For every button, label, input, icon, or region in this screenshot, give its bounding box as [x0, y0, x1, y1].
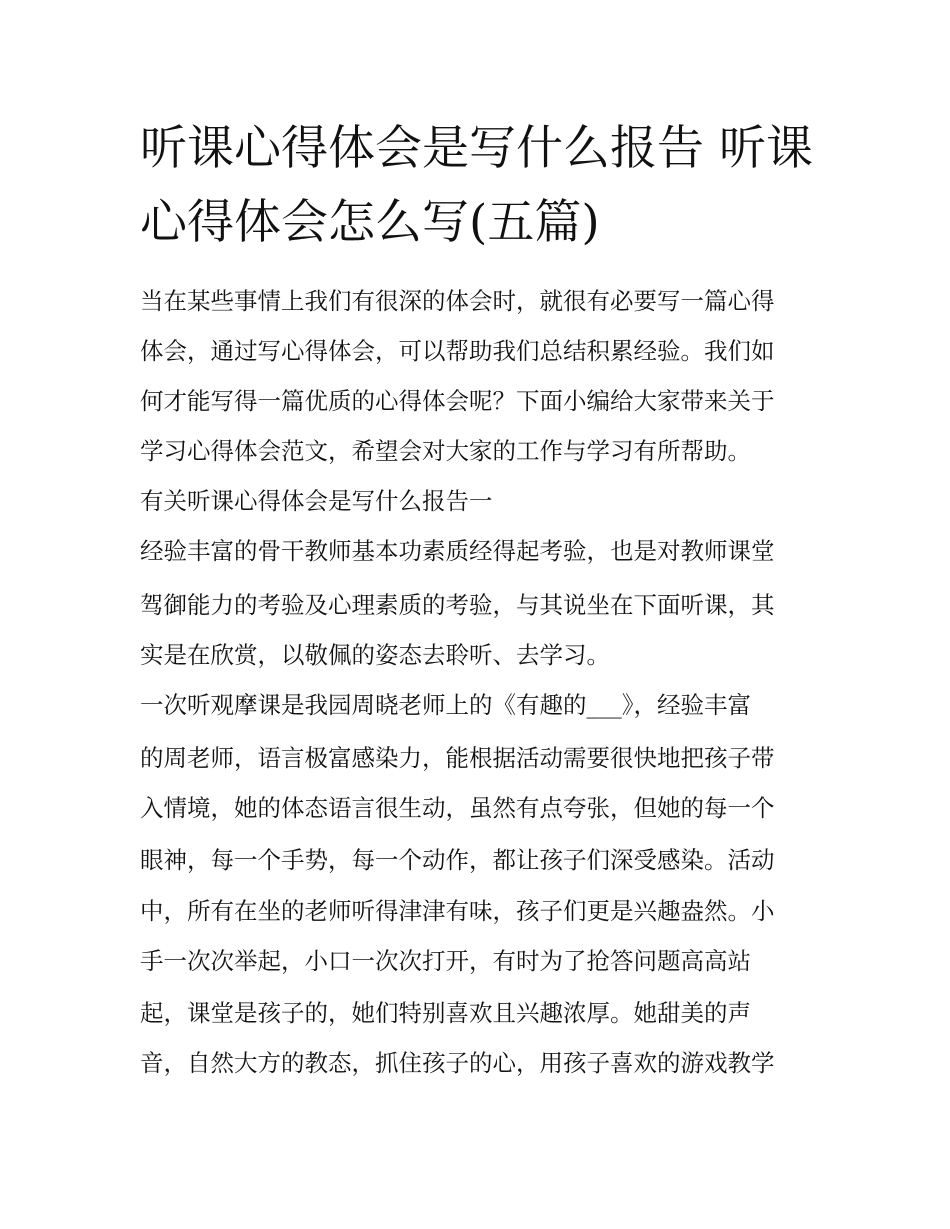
text-line: 实是在欣赏，以敬佩的姿态去聆听、去学习。 — [140, 641, 610, 669]
text-line: 起，课堂是孩子的，她们特别喜欢且兴趣浓厚。她甜美的声 — [140, 999, 751, 1027]
text-line: 学习心得体会范文，希望会对大家的工作与学习有所帮助。 — [140, 437, 751, 465]
text-line: 手一次次举起，小口一次次打开，有时为了抢答问题高高站 — [140, 947, 751, 975]
section-heading: 有关听课心得体会是写什么报告一 — [140, 487, 493, 515]
text-line: 一次听观摩课是我园周晓老师上的《有趣的___》，经验丰富 — [140, 691, 751, 719]
text-line: 入情境，她的体态语言很生动，虽然有点夸张，但她的每一个 — [140, 794, 775, 822]
text-line: 体会，通过写心得体会，可以帮助我们总结积累经验。我们如 — [140, 337, 775, 365]
text-line: 眼神，每一个手势，每一个动作，都让孩子们深受感染。活动 — [140, 846, 775, 874]
text-line: 音，自然大方的教态，抓住孩子的心，用孩子喜欢的游戏教学 — [140, 1049, 775, 1077]
document-title: 听课心得体会是写什么报告 听课心得体会怎么写(五篇) — [140, 121, 813, 250]
text-line: 当在某些事情上我们有很深的体会时，就很有必要写一篇心得 — [140, 287, 775, 315]
text-line: 中，所有在坐的老师听得津津有味，孩子们更是兴趣盎然。小 — [140, 897, 775, 925]
text-line: 何才能写得一篇优质的心得体会呢？下面小编给大家带来关于 — [140, 387, 775, 415]
text-line: 的周老师，语言极富感染力，能根据活动需要很快地把孩子带 — [140, 744, 775, 772]
text-line: 驾御能力的考验及心理素质的考验，与其说坐在下面听课，其 — [140, 591, 775, 619]
text-line: 经验丰富的骨干教师基本功素质经得起考验，也是对教师课堂 — [140, 537, 775, 565]
